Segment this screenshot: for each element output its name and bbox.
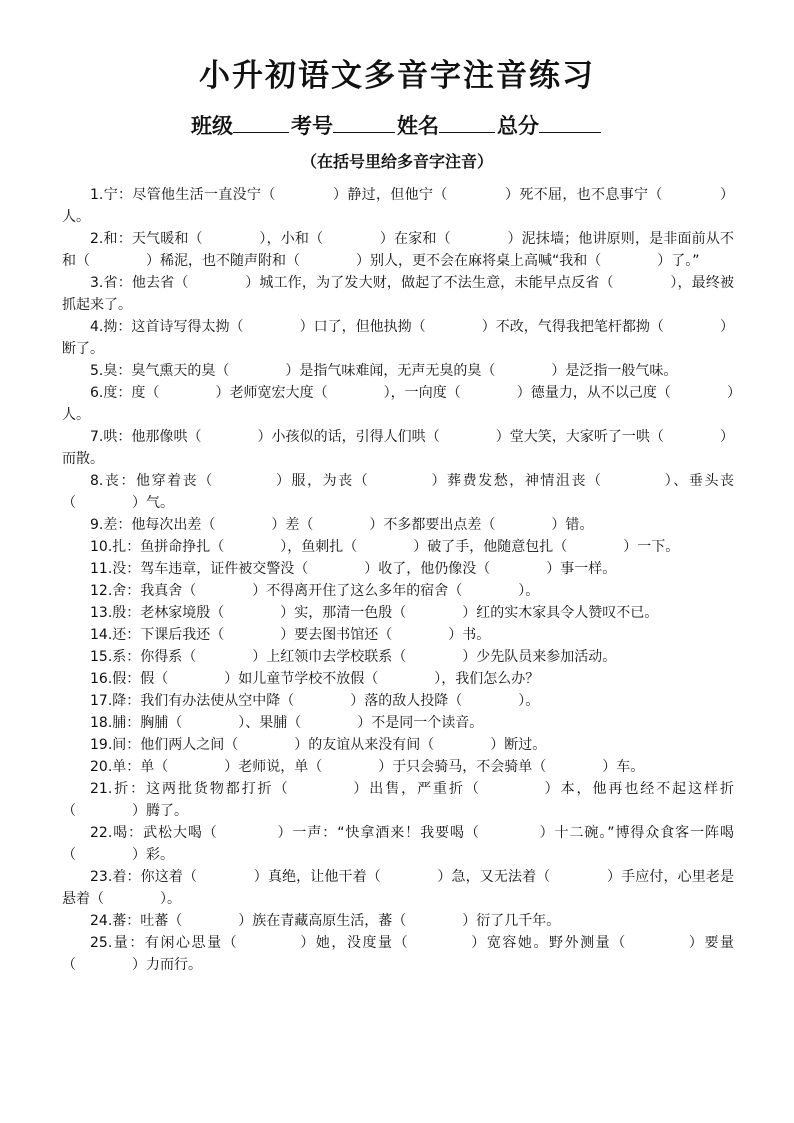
exercise-item-9: 9.差：他每次出差（ ）差（ ）不多都要出点差（ ）错。 [90,517,594,533]
exercise-item-12: 12.舍：我真舍（ ）不得离开住了这么多年的宿舍（ ）。 [90,583,540,599]
number-label: 考号 [291,114,333,138]
student-info-line [0,110,794,141]
exercise-item-2: 2.和：天气暖和（ ），小和（ ）在家和（ ）泥抹墙；他讲原则，是非面前从不和（ ）稀泥，也不随声附和（ ）别人，更不会在麻将桌上高喊“我和（ ）了。” [62,231,734,269]
exercise-item-6: 6.度：度（ ）老师宽宏大度（ ），一向度（ ）德量力，从不以己度（ ）人。 [62,385,734,423]
exercise-item-20: 20.单：单（ ）老师说，单（ ）于只会骑马，不会骑单（ ）车。 [90,759,645,775]
name-label: 姓名 [397,114,439,138]
exercise-item-4: 4.拗：这首诗写得太拗（ ）口了，但他执拗（ ）不改，气得我把笔杆都拗（ ）断了。 [62,319,734,357]
exercise-item-1: 1.宁：尽管他生活一直没宁（ ）静过，但他宁（ ）死不屈，也不息事宁（ ）人。 [62,187,734,225]
instructions: （在括号里给多音字注音） [300,152,493,171]
exercise-item-24: 24.蕃：吐蕃（ ）族在青藏高原生活，蕃（ ）衍了几千年。 [90,913,561,929]
exercise-item-15: 15.系：你得系（ ）上红领巾去学校联系（ ）少先队员来参加活动。 [90,649,617,665]
exercise-item-14: 14.还：下课后我还（ ）要去图书馆还（ ）书。 [90,627,491,643]
exercise-item-22: 22.喝：武松大喝（ ）一声：“快拿酒来！我要喝（ ）十二碗。”博得众食客一阵喝（ ）彩。 [62,825,734,863]
name-blank[interactable] [439,110,495,133]
exercise-item-18: 18.脯：胸脯（ ）、果脯（ ）不是同一个读音。 [90,715,484,731]
exercise-item-21: 21.折：这两批货物都打折（ ）出售，严重折（ ）本，他再也经不起这样折（ ）腾了。 [62,781,734,819]
exercise-item-5: 5.臭：臭气熏天的臭（ ）是指气味难闻，无声无臭的臭（ ）是泛指一般气味。 [90,363,678,379]
exercise-item-16: 16.假：假（ ）如儿童节学校不放假（ ），我们怎么办？ [90,671,540,687]
class-label: 班级 [191,114,233,138]
score-blank[interactable] [539,110,601,133]
exercise-item-17: 17.降：我们有办法使从空中降（ ）落的敌人投降（ ）。 [90,693,540,709]
exercise-item-3: 3.省：他去省（ ）城工作，为了发大财，做起了不法生意，未能早点反省（ ），最终被抓起来了。 [62,275,734,313]
exercise-item-10: 10.扎：鱼拼命挣扎（ ），鱼刺扎（ ）破了手，他随意包扎（ ）一下。 [90,539,680,555]
exercise-item-23: 23.着：你这着（ ）真绝，让他干着（ ）急，又无法着（ ）手应付，心里老是悬着（ ）。 [62,869,734,907]
class-blank[interactable] [233,110,289,133]
exercise-item-11: 11.没：驾车违章，证件被交警没（ ）收了，他仍像没（ ）事一样。 [90,561,617,577]
score-label: 总分 [497,114,539,138]
exercise-list [62,184,734,976]
exercise-item-8: 8.丧：他穿着丧（ ）服，为丧（ ）葬费发愁，神情沮丧（ ）、垂头丧（ ）气。 [62,473,734,511]
number-blank[interactable] [333,110,395,133]
exercise-item-7: 7.哄：他那像哄（ ）小孩似的话，引得人们哄（ ）堂大笑，大家听了一哄（ ）而散。 [62,429,734,467]
page-title: 小升初语文多音字注音练习 [199,58,595,94]
exercise-item-19: 19.间：他们两人之间（ ）的友谊从来没有间（ ）断过。 [90,737,547,753]
exercise-item-25: 25.量：有闲心思量（ ）她，没度量（ ）宽容她。野外测量（ ）要量（ ）力而行。 [62,935,734,973]
exercise-item-13: 13.殷：老林家境殷（ ）实，那清一色殷（ ）红的实木家具令人赞叹不已。 [90,605,659,621]
